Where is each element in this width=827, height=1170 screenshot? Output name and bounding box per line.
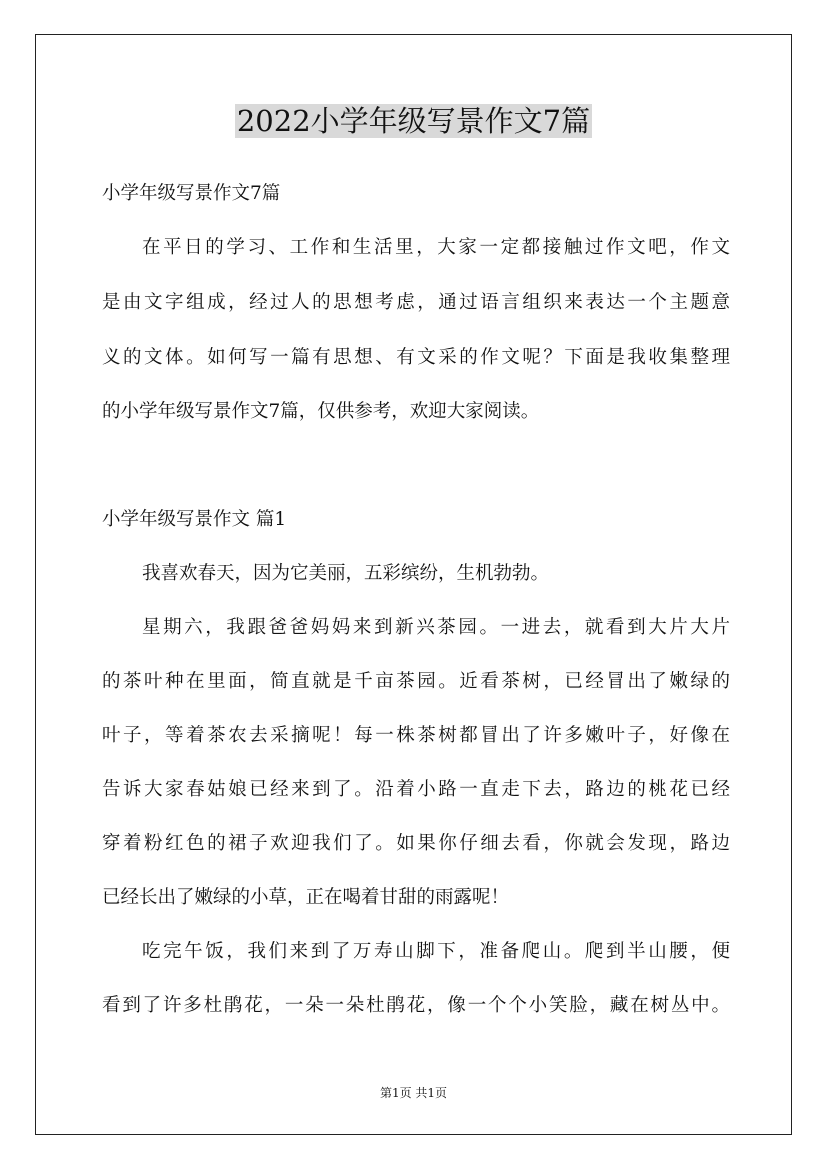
document-title: 2022小学年级写景作文7篇 (236, 104, 591, 138)
paragraph-line: 我喜欢春天，因为它美丽，五彩缤纷，生机勃勃。 (142, 563, 550, 584)
intro-line: 是由文字组成，经过人的思想考虑，通过语言组织来表达一个主题意 (102, 292, 730, 313)
intro-line: 的小学年级写景作文7篇，仅供参考，欢迎大家阅读。 (102, 401, 540, 422)
paragraph-line: 吃完午饭，我们来到了万寿山脚下，准备爬山。爬到半山腰，便 (142, 941, 730, 962)
paragraph-line: 已经长出了嫩绿的小草，正在喝着甘甜的雨露呢！ (102, 887, 510, 908)
intro-line: 在平日的学习、工作和生活里，大家一定都接触过作文吧，作文 (142, 237, 730, 258)
paragraph-line: 穿着粉红色的裙子欢迎我们了。如果你仔细去看，你就会发现，路边 (102, 833, 730, 854)
paragraph-line: 告诉大家春姑娘已经来到了。沿着小路一直走下去，路边的桃花已经 (102, 779, 730, 800)
paragraph-line: 星期六，我跟爸爸妈妈来到新兴茶园。一进去，就看到大片大片 (142, 617, 730, 638)
section-heading: 小学年级写景作文 篇1 (102, 509, 287, 530)
page-footer: 第1页 共1页 (379, 1086, 448, 1100)
intro-line: 义的文体。如何写一篇有思想、有文采的作文呢？下面是我收集整理 (102, 347, 730, 368)
paragraph-line: 的茶叶种在里面，简直就是千亩茶园。近看茶树，已经冒出了嫩绿的 (102, 671, 730, 692)
subtitle: 小学年级写景作文7篇 (102, 183, 281, 204)
paragraph-line: 叶子，等着茶农去采摘呢！每一株茶树都冒出了许多嫩叶子，好像在 (102, 725, 730, 746)
paragraph-line: 看到了许多杜鹃花，一朵一朵杜鹃花，像一个个小笑脸，藏在树丛中。 (102, 995, 730, 1016)
